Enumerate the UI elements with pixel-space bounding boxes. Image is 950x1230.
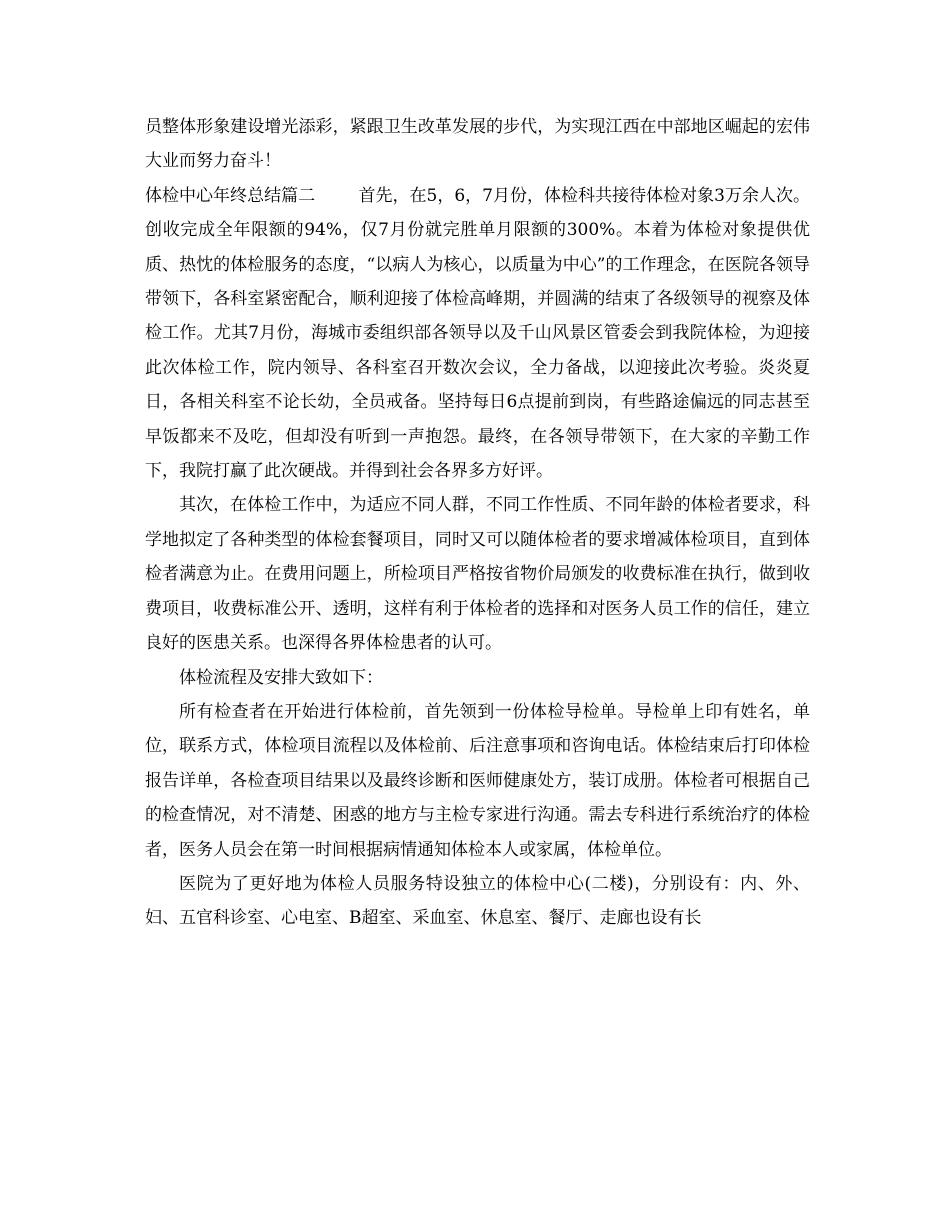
paragraph-packages: 其次，在体检工作中，为适应不同人群，不同工作性质、不同年龄的体检者要求，科学地拟定了各种类型的体检套餐项目，同时又可以随体检者的要求增减体检项目，直到体检者满意为止。在费用问题上，所检项目严格按省物价局颁发的收费标准在执行，做到收费项目，收费标准公开、透明，这样有利于体检者的选择和对医务人员工作的信任，建立良好的医患关系。也深得各界体检患者的认可。 [145, 495, 810, 654]
document-body [145, 110, 810, 936]
paragraph-continuation: 员整体形象建设增光添彩，紧跟卫生改革发展的步代，为实现江西在中部地区崛起的宏伟大业而努力奋斗！ [145, 117, 810, 172]
section-heading: 体检中心年终总结篇二 [145, 185, 316, 206]
paragraph-text: 首先，在5，6，7月份，体检科共接待体检对象3万余人次。创收完成全年限额的94%，仅7月份就完胜单月限额的300%。本着为体检对象提供优质、热忱的体检服务的态度，“以病人为核心，以质量为中心”的工作理念，在医院各领导带领下，各科室紧密配合，顺利迎接了体检高峰期，并圆满的结束了各级领导的视察及体检工作。尤其7月份，海城市委组织部各领导以及千山风景区管委会到我院体检，为迎接此次体检工作，院内领导、各科室召开数次会议，全力备战，以迎接此次考验。炎炎夏日，各相关科室不论长幼，全员戒备。坚持每日6点提前到岗，有些路途偏远的同志甚至早饭都来不及吃，但却没有听到一声抱怨。最终，在各领导带领下，在大家的辛勤工作下，我院打赢了此次硬战。并得到社会各界多方好评。 [145, 185, 811, 482]
paragraph-facilities: 医院为了更好地为体检人员服务特设独立的体检中心(二楼)，分别设有：内、外、妇、五官科诊室、心电室、B超室、采血室、休息室、餐厅、走廊也设有长 [145, 873, 810, 929]
paragraph-summary-part-two [145, 179, 810, 489]
paragraph-process-detail: 所有检查者在开始进行体检前，首先领到一份体检导检单。导检单上印有姓名，单位，联系方式，体检项目流程以及体检前、后注意事项和咨询电话。体检结束后打印体检报告详单，各检查项目结果以及最终诊断和医师健康处方，装订成册。体检者可根据自己的检查情况，对不清楚、困惑的地方与主检专家进行沟通。需去专科进行系统治疗的体检者，医务人员会在第一时间根据病情通知体检本人或家属，体检单位。 [145, 701, 810, 860]
heading-gap [315, 186, 358, 206]
paragraph-process-intro: 体检流程及安排大致如下： [179, 667, 383, 688]
